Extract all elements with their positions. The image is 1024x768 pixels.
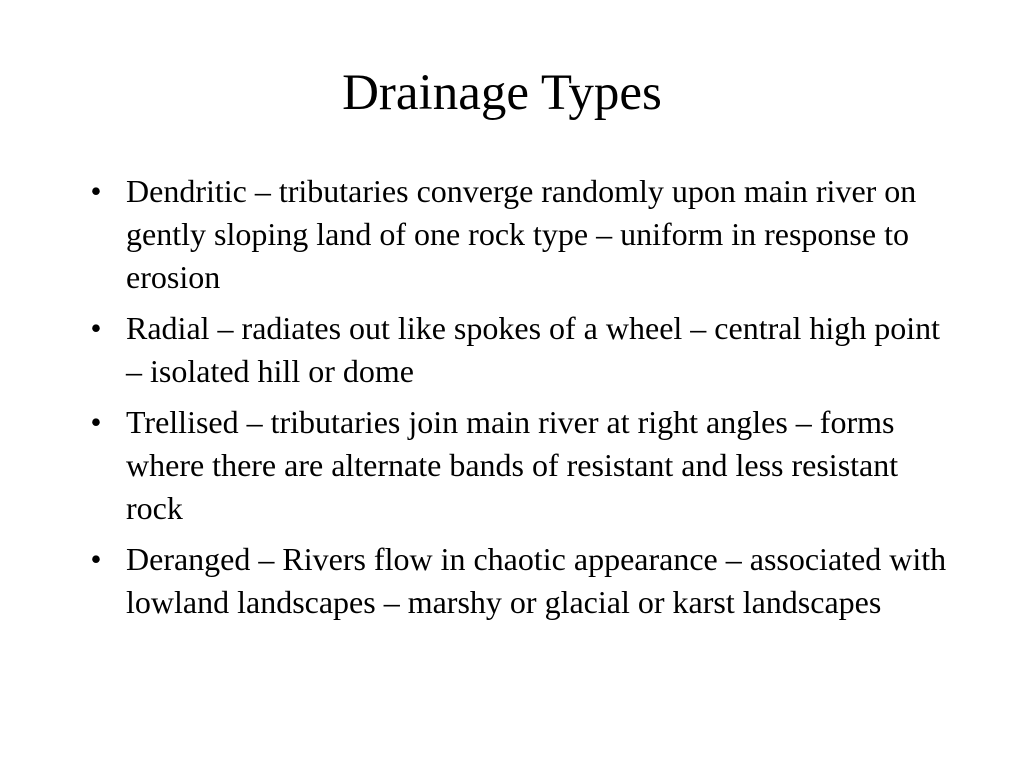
bullet-list — [86, 170, 956, 632]
bullet-text: Trellised – tributaries join main river at right angles – forms where there are alternate bands of resistant and less resistant rock — [126, 404, 899, 526]
bullet-item-deranged — [86, 538, 956, 624]
bullet-item-trellised — [86, 401, 956, 530]
bullet-text: Radial – radiates out like spokes of a wheel – central high point – isolated hill or dome — [126, 310, 940, 389]
bullet-marker: • — [90, 404, 102, 440]
bullet-text: Deranged – Rivers flow in chaotic appearance – associated with lowland landscapes – marshy or glacial or karst landscapes — [126, 541, 947, 620]
bullet-marker: • — [90, 173, 102, 209]
slide-title: Drainage Types — [342, 65, 662, 121]
bullet-marker: • — [90, 541, 102, 577]
bullet-text: Dendritic – tributaries converge randomly upon main river on gently sloping land of one rock type – uniform in response to erosion — [126, 173, 917, 295]
bullet-item-dendritic — [86, 170, 956, 299]
bullet-marker: • — [90, 310, 102, 346]
bullet-item-radial — [86, 307, 956, 393]
